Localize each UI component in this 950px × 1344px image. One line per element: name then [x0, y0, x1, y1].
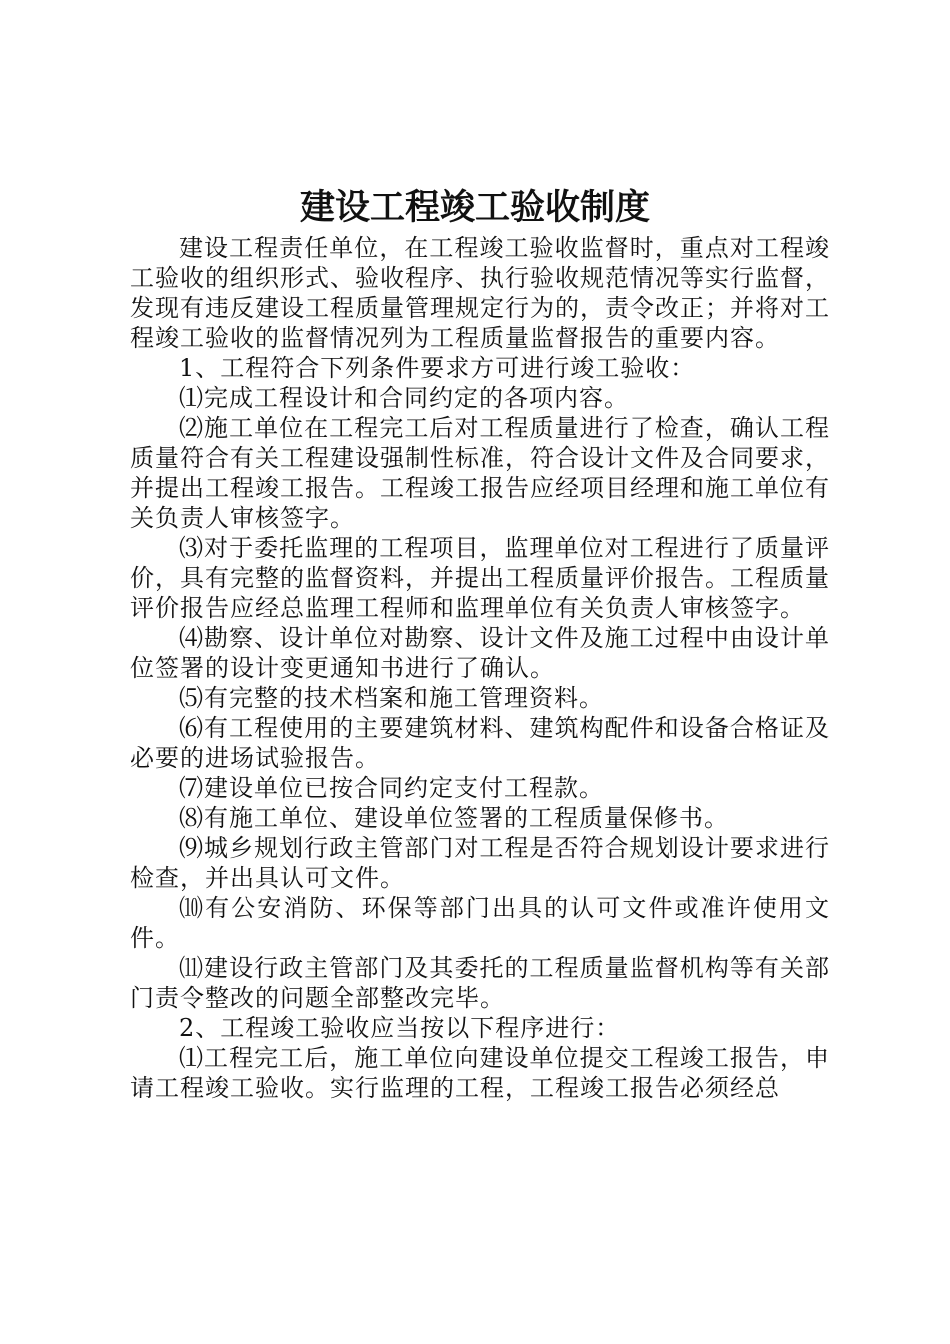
paragraph-item-11: ⑾建设行政主管部门及其委托的工程质量监督机构等有关部门责令整改的问题全部整改完毕。	[130, 954, 830, 1012]
paragraph-item-10: ⑽有公安消防、环保等部门出具的认可文件或准许使用文件。	[130, 894, 830, 952]
paragraph-item-8: ⑻有施工单位、建设单位签署的工程质量保修书。	[179, 804, 729, 832]
paragraph-section-2-item-1: ⑴工程完工后，施工单位向建设单位提交工程竣工报告，申请工程竣工验收。实行监理的工程，工程竣工报告必须经总	[130, 1044, 830, 1102]
paragraph-item-2: ⑵施工单位在工程完工后对工程质量进行了检查，确认工程质量符合有关工程建设强制性标准，符合设计文件及合同要求，并提出工程竣工报告。工程竣工报告应经项目经理和施工单位有关负责人审核签字。	[130, 414, 830, 532]
paragraph-section-2-heading: 2、工程竣工验收应当按以下程序进行：	[179, 1014, 621, 1042]
paragraph-section-1-heading: 1、工程符合下列条件要求方可进行竣工验收：	[179, 354, 696, 382]
paragraph-intro: 建设工程责任单位，在工程竣工验收监督时，重点对工程竣工验收的组织形式、验收程序、执行验收规范情况等实行监督，发现有违反建设工程质量管理规定行为的，责令改正；并将对工程竣工验收的监督情况列为工程质量监督报告的重要内容。	[130, 234, 830, 352]
document-body	[130, 233, 830, 1103]
paragraph-item-6: ⑹有工程使用的主要建筑材料、建筑构配件和设备合格证及必要的进场试验报告。	[130, 714, 830, 772]
document-title: 建设工程竣工验收制度	[299, 187, 650, 228]
paragraph-item-3: ⑶对于委托监理的工程项目，监理单位对工程进行了质量评价，具有完整的监督资料，并提出工程质量评价报告。工程质量评价报告应经总监理工程师和监理单位有关负责人审核签字。	[130, 534, 830, 622]
paragraph-item-7: ⑺建设单位已按合同约定支付工程款。	[179, 774, 604, 802]
paragraph-item-4: ⑷勘察、设计单位对勘察、设计文件及施工过程中由设计单位签署的设计变更通知书进行了确认。	[130, 624, 830, 682]
paragraph-item-1: ⑴完成工程设计和合同约定的各项内容。	[179, 384, 629, 412]
paragraph-item-9: ⑼城乡规划行政主管部门对工程是否符合规划设计要求进行检查，并出具认可文件。	[130, 834, 830, 892]
paragraph-item-5: ⑸有完整的技术档案和施工管理资料。	[179, 684, 604, 712]
